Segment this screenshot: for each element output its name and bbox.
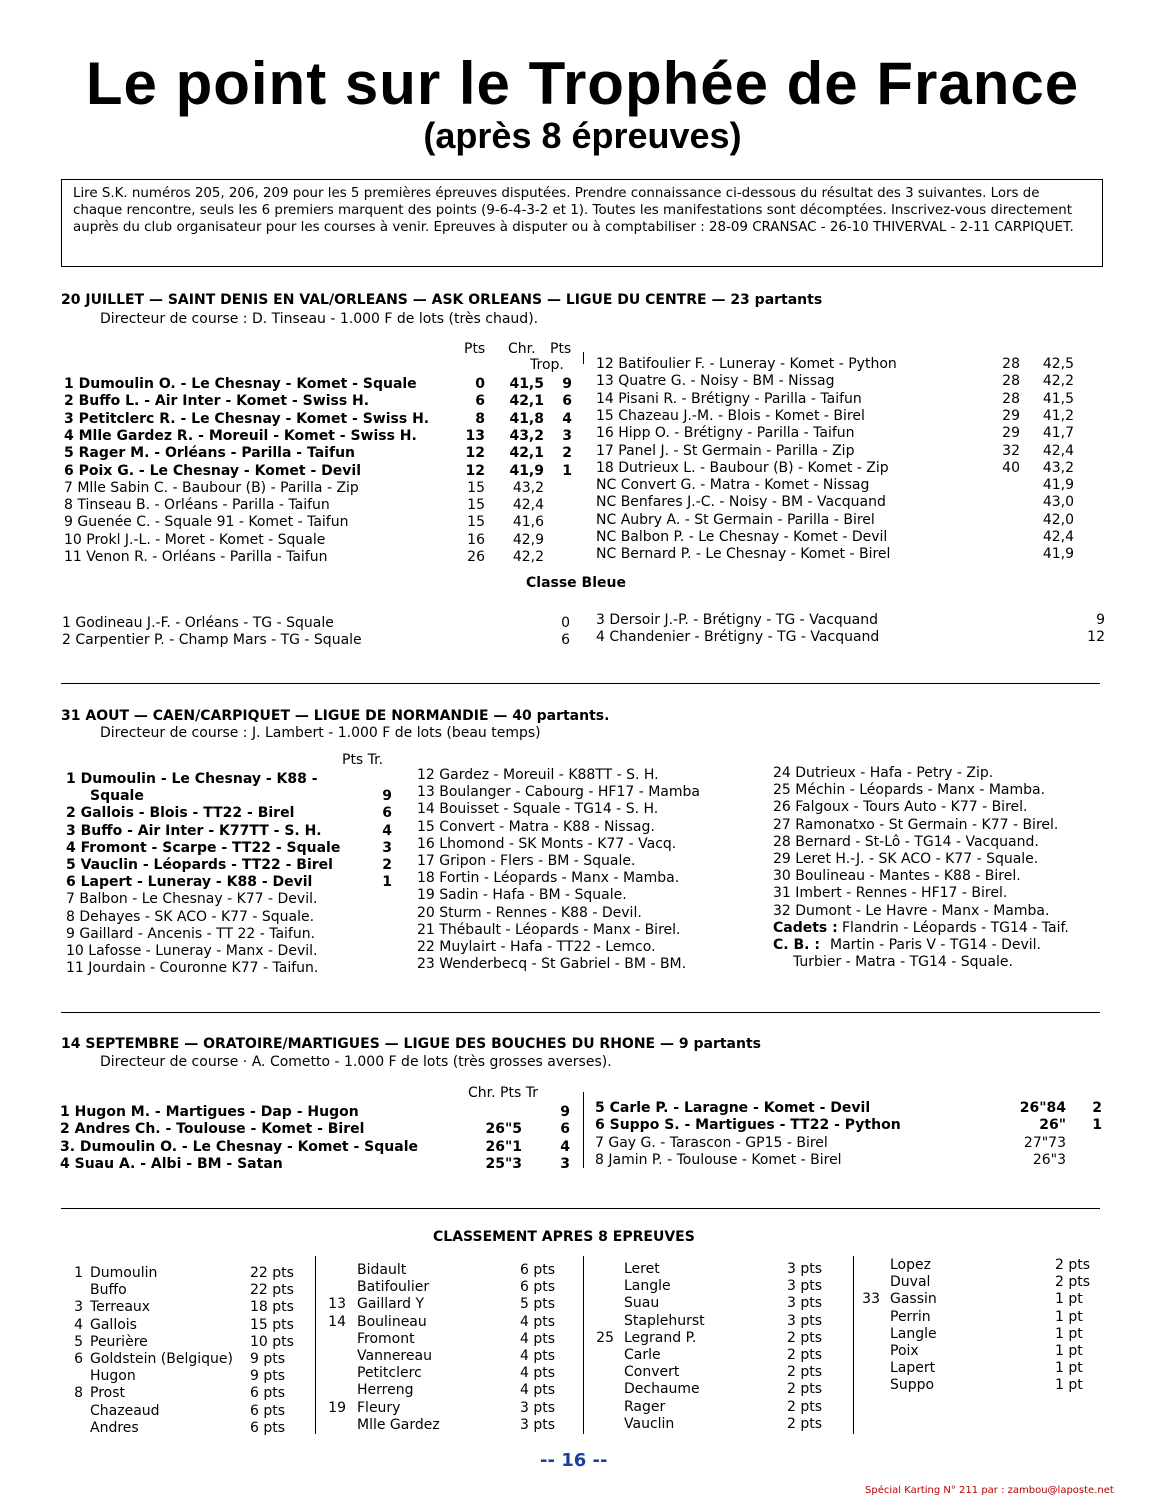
race1-result-pts: 29 <box>1002 407 1020 424</box>
standings-pts: 4 pts <box>520 1313 556 1330</box>
standings-rank: 3 <box>74 1299 83 1316</box>
race1-result-name: 3 Petitclerc R. - Le Chesnay - Komet - Swiss H. <box>64 410 430 427</box>
standings-pts: 15 pts <box>250 1316 294 1333</box>
standings-name: Gaillard Y <box>357 1296 425 1313</box>
race1-header-trop: Trop. <box>530 357 564 373</box>
standings-pts: 10 pts <box>250 1333 294 1350</box>
standings-pts: 4 pts <box>520 1382 556 1399</box>
race1-result-name: 5 Rager M. - Orléans - Parilla - Taifun <box>64 445 356 462</box>
race1-result-chr: 43,2 <box>512 479 544 496</box>
race1-result-trop: 4 <box>562 410 572 427</box>
standings-name: Boulineau <box>357 1313 427 1330</box>
race3-result-pts: 2 <box>1092 1100 1102 1116</box>
page-subtitle: (après 8 épreuves) <box>423 115 742 156</box>
race1-result-name: NC Aubry A. - St Germain - Parilla - Birel <box>596 511 875 528</box>
race3-result-chr: 25"3 <box>485 1155 522 1172</box>
standings-rank: 4 <box>74 1316 83 1333</box>
standings-name: Vauclin <box>624 1415 675 1432</box>
standings-name: Duval <box>890 1274 931 1291</box>
standings-name: Langle <box>890 1325 937 1342</box>
race2-result-name: 5 Vauclin - Léopards - TT22 - Birel <box>66 857 333 873</box>
standings-pts: 1 pt <box>1055 1343 1083 1359</box>
blue-class-pts: 12 <box>1087 629 1105 645</box>
race3-result-pts: 3 <box>560 1155 570 1172</box>
race3-result-name: 1 Hugon M. - Martigues - Dap - Hugon <box>60 1104 359 1120</box>
standings-name: Lapert <box>890 1360 936 1377</box>
race3-result-pts: 6 <box>560 1121 570 1138</box>
blue-class-name: 2 Carpentier P. - Champ Mars - TG - Squale <box>62 632 362 648</box>
standings-pts: 6 pts <box>250 1385 286 1402</box>
race1-result-chr: 42,4 <box>1042 442 1074 459</box>
standings-pts: 9 pts <box>250 1368 286 1385</box>
standings-pts: 2 pts <box>787 1398 823 1415</box>
race3-director: Directeur de course · A. Cometto - 1.000 F de lots (très grosses averses). <box>100 1054 612 1070</box>
race3-result-name: 4 Suau A. - Albi - BM - Satan <box>60 1155 283 1172</box>
standings-rank: 14 <box>328 1313 346 1330</box>
race1-result-chr: 41,8 <box>509 410 544 427</box>
race1-result-pts: 15 <box>467 514 485 531</box>
race1-result-pts: 26 <box>467 549 485 565</box>
standings-name: Staplehurst <box>624 1312 705 1329</box>
race1-result-chr: 41,6 <box>512 514 544 531</box>
divider-1 <box>61 683 1100 684</box>
divider-3 <box>61 1208 1100 1209</box>
race2-result-name: 30 Boulineau - Mantes - K88 - Birel. <box>773 868 1021 885</box>
race1-result-chr: 43,2 <box>509 427 544 444</box>
standings-pts: 22 pts <box>250 1265 294 1281</box>
blue-class-pts: 9 <box>1096 612 1105 628</box>
race2-title: 31 AOUT — CAEN/CARPIQUET — LIGUE DE NORMANDIE — 40 partants. <box>61 708 610 724</box>
race1-result-name: NC Balbon P. - Le Chesnay - Komet - Devil <box>596 529 888 545</box>
standings-name: Vannereau <box>357 1348 432 1364</box>
race1-result-pts: 12 <box>465 445 485 462</box>
race1-result-chr: 42,2 <box>512 549 544 565</box>
race3-result-name: 2 Andres Ch. - Toulouse - Komet - Birel <box>60 1121 365 1138</box>
race1-result-chr: 42,1 <box>509 445 544 462</box>
race1-result-chr: 42,4 <box>512 497 544 514</box>
race1-result-pts: 8 <box>475 410 485 427</box>
standings-name: Chazeaud <box>90 1402 160 1419</box>
standings-divider-2 <box>583 1256 584 1434</box>
standings-pts: 3 pts <box>787 1312 823 1329</box>
race2-result-name: 16 Lhomond - SK Monts - K77 - Vacq. <box>417 835 677 852</box>
standings-pts: 3 pts <box>787 1261 823 1277</box>
race1-result-pts: 12 <box>465 462 485 479</box>
race2-result-name: 23 Wenderbecq - St Gabriel - BM - BM. <box>417 956 687 973</box>
standings-pts: 2 pts <box>1055 1274 1091 1291</box>
race2-result-name: 17 Gripon - Flers - BM - Squale. <box>417 853 636 869</box>
race1-result-pts: 29 <box>1002 425 1020 442</box>
race2-result-name: Squale <box>90 788 144 805</box>
race3-result-name: 7 Gay G. - Tarascon - GP15 - Birel <box>595 1134 828 1151</box>
race1-result-name: 17 Panel J. - St Germain - Parilla - Zip <box>596 442 855 459</box>
race1-title: 20 JUILLET — SAINT DENIS EN VAL/ORLEANS — ASK ORLEANS — LIGUE DU CENTRE — 23 partants <box>61 292 823 308</box>
race1-result-chr: 41,9 <box>1042 477 1074 494</box>
race2-result-name: 18 Fortin - Léopards - Manx - Mamba. <box>417 870 680 887</box>
race2-result-name: 21 Thébault - Léopards - Manx - Birel. <box>417 921 681 938</box>
race1-result-name: 16 Hipp O. - Brétigny - Parilla - Taifun <box>596 425 855 442</box>
standings-name: Perrin <box>890 1308 931 1325</box>
standings-name: Andres <box>90 1419 139 1436</box>
race1-result-name: 14 Pisani R. - Brétigny - Parilla - Taifun <box>596 390 862 407</box>
race2-result-name: 27 Ramonatxo - St Germain - K77 - Birel. <box>773 816 1059 833</box>
race2-result-name: 25 Méchin - Léopards - Manx - Mamba. <box>773 782 1046 799</box>
standings-name: Convert <box>624 1364 680 1381</box>
race1-result-chr: 42,0 <box>1042 511 1074 528</box>
standings-name: Petitclerc <box>357 1365 422 1382</box>
standings-title: CLASSEMENT APRES 8 EPREUVES <box>433 1229 695 1245</box>
race1-result-name: NC Benfares J.-C. - Noisy - BM - Vacquand <box>596 494 886 511</box>
standings-pts: 2 pts <box>787 1329 823 1346</box>
blue-class-pts: 0 <box>561 615 570 631</box>
race3-result-pts: 4 <box>560 1138 570 1155</box>
race3-result-chr: 26"84 <box>1019 1100 1066 1116</box>
race2-result-name: 22 Muylairt - Hafa - TT22 - Lemco. <box>417 939 656 955</box>
race1-result-name: 9 Guenée C. - Squale 91 - Komet - Taifun <box>64 514 349 531</box>
standings-pts: 4 pts <box>520 1348 556 1364</box>
race1-result-pts: 15 <box>467 497 485 514</box>
race1-result-pts: 40 <box>1002 459 1020 476</box>
race2-result-name: 24 Dutrieux - Hafa - Petry - Zip. <box>773 765 994 781</box>
standings-rank: 8 <box>74 1385 83 1402</box>
page-title: Le point sur le Trophée de France <box>85 50 1080 117</box>
intro-box: Lire S.K. numéros 205, 206, 209 pour les 5 premières épreuves disputées. Prendre connaissance ci-dessous du résultat des 3 suivantes. Lors de chaque rencontre, seuls les 6 premiers marquent des points (9-6-4-3-2 et 1). Toutes les manifestations sont décomptées. Inscrivez-vous directement auprès du club organisateur pour les courses à venir. Epreuves à disputer ou à comptabiliser : 28-09 CRANSAC - 26-10 THIVERVAL - 2-11 CARPIQUET. <box>61 179 1103 267</box>
standings-name: Hugon <box>90 1368 136 1385</box>
race3-result-pts: 1 <box>1092 1117 1102 1134</box>
standings-pts: 6 pts <box>250 1402 286 1419</box>
race2-result-name: 12 Gardez - Moreuil - K88TT - S. H. <box>417 767 659 783</box>
race1-result-name: 4 Mlle Gardez R. - Moreuil - Komet - Swiss H. <box>64 427 417 444</box>
standings-rank: 33 <box>862 1291 880 1308</box>
race2-result-name: 4 Fromont - Scarpe - TT22 - Squale <box>66 839 341 856</box>
standings-pts: 2 pts <box>1055 1257 1091 1273</box>
race2-result-name: 14 Bouisset - Squale - TG14 - S. H. <box>417 801 659 818</box>
race2-result-name: 15 Convert - Matra - K88 - Nissag. <box>417 818 655 835</box>
race2-result-name: 29 Leret H.-J. - SK ACO - K77 - Squale. <box>773 851 1039 867</box>
standings-name: Langle <box>624 1278 671 1295</box>
race2-result-name: 7 Balbon - Le Chesnay - K77 - Devil. <box>66 891 318 908</box>
race1-result-pts: 16 <box>467 531 485 548</box>
race1-result-pts: 6 <box>475 393 485 410</box>
standings-name: Poix <box>890 1343 919 1359</box>
race1-result-name: NC Bernard P. - Le Chesnay - Komet - Birel <box>596 546 891 563</box>
race1-result-name: 12 Batifoulier F. - Luneray - Komet - Python <box>596 356 897 372</box>
race2-result-name: 2 Gallois - Blois - TT22 - Birel <box>66 805 295 822</box>
race3-result-chr: 27"73 <box>1023 1134 1066 1151</box>
standings-name: Fleury <box>357 1399 401 1416</box>
race1-result-pts: 28 <box>1002 373 1020 390</box>
race1-result-chr: 42,1 <box>509 393 544 410</box>
race1-result-chr: 42,9 <box>512 531 544 548</box>
standings-pts: 4 pts <box>520 1365 556 1382</box>
standings-name: Batifoulier <box>357 1279 430 1296</box>
standings-name: Rager <box>624 1398 666 1415</box>
race2-director: Directeur de course : J. Lambert - 1.000 F de lots (beau temps) <box>100 725 541 741</box>
race1-divider <box>583 352 584 364</box>
race1-result-chr: 41,9 <box>1042 546 1074 563</box>
race1-result-name: 2 Buffo L. - Air Inter - Komet - Swiss H. <box>64 393 370 410</box>
standings-name: Lopez <box>890 1257 931 1273</box>
race2-result-name: Flandrin - Léopards - TG14 - Taif. <box>842 919 1069 936</box>
race1-result-trop: 1 <box>562 462 572 479</box>
standings-pts: 6 pts <box>520 1262 556 1278</box>
race1-result-chr: 41,5 <box>1042 390 1074 407</box>
race2-result-pts: 1 <box>382 874 392 891</box>
standings-pts: 2 pts <box>787 1364 823 1381</box>
race1-result-pts: 13 <box>465 427 485 444</box>
standings-rank: 19 <box>328 1399 346 1416</box>
standings-name: Gassin <box>890 1291 937 1308</box>
race1-result-name: 10 Prokl J.-L. - Moret - Komet - Squale <box>64 531 326 548</box>
race2-result-pts: 4 <box>382 822 392 839</box>
race1-result-chr: 43,2 <box>1042 459 1074 476</box>
blue-class-name: 1 Godineau J.-F. - Orléans - TG - Squale <box>62 615 334 631</box>
race1-result-trop: 6 <box>562 393 572 410</box>
race1-result-pts: 0 <box>475 376 485 392</box>
race1-header-pts: Pts <box>464 341 486 357</box>
blue-class-title: Classe Bleue <box>526 575 626 591</box>
standings-name: Terreaux <box>90 1299 151 1316</box>
race1-result-trop: 9 <box>562 376 572 392</box>
race2-result-name: Martin - Paris V - TG14 - Devil. <box>830 937 1042 953</box>
race3-result-name: 3. Dumoulin O. - Le Chesnay - Komet - Squale <box>60 1138 418 1155</box>
race3-header: Chr. Pts Tr <box>468 1085 538 1101</box>
divider-2 <box>61 1012 1100 1013</box>
race1-result-name: 15 Chazeau J.-M. - Blois - Komet - Birel <box>596 407 865 424</box>
race1-director: Directeur de course : D. Tinseau - 1.000 F de lots (très chaud). <box>100 311 539 327</box>
standings-pts: 3 pts <box>520 1416 556 1433</box>
standings-name: Fromont <box>357 1330 415 1347</box>
standings-divider-1 <box>315 1256 316 1434</box>
standings-pts: 1 pt <box>1055 1360 1083 1377</box>
race2-result-name: 8 Dehayes - SK ACO - K77 - Squale. <box>66 908 315 925</box>
race2-result-name: Turbier - Matra - TG14 - Squale. <box>793 954 1013 971</box>
standings-name: Peurière <box>90 1333 148 1350</box>
standings-name: Prost <box>90 1385 125 1402</box>
race2-category-label: Cadets : <box>773 919 838 936</box>
race1-result-name: 8 Tinseau B. - Orléans - Parilla - Taifun <box>64 497 330 514</box>
standings-pts: 2 pts <box>787 1415 823 1432</box>
race1-result-name: 13 Quatre G. - Noisy - BM - Nissag <box>596 373 835 390</box>
race3-result-chr: 26"5 <box>485 1121 522 1138</box>
race1-result-pts: 15 <box>467 479 485 496</box>
page-number: -- 16 -- <box>540 1450 608 1471</box>
standings-pts: 1 pt <box>1055 1325 1083 1342</box>
race2-result-name: 26 Falgoux - Tours Auto - K77 - Birel. <box>773 799 1028 816</box>
race2-result-name: 31 Imbert - Rennes - HF17 - Birel. <box>773 885 1008 902</box>
race1-result-chr: 41,7 <box>1042 425 1074 442</box>
standings-name: Dechaume <box>624 1381 700 1398</box>
standings-pts: 9 pts <box>250 1351 286 1367</box>
standings-rank: 25 <box>596 1329 614 1346</box>
race1-result-name: 18 Dutrieux L. - Baubour (B) - Komet - Zip <box>596 459 889 476</box>
standings-pts: 22 pts <box>250 1282 294 1299</box>
race1-result-chr: 41,5 <box>509 376 544 392</box>
race1-result-chr: 42,5 <box>1042 356 1074 372</box>
race3-divider <box>583 1092 584 1168</box>
standings-pts: 5 pts <box>520 1296 556 1313</box>
standings-name: Goldstein (Belgique) <box>90 1351 233 1367</box>
blue-class-name: 3 Dersoir J.-P. - Brétigny - TG - Vacquand <box>596 612 879 628</box>
race1-result-trop: 2 <box>562 445 572 462</box>
race2-result-pts: 9 <box>382 788 392 805</box>
standings-name: Herreng <box>357 1382 414 1399</box>
blue-class-pts: 6 <box>561 632 570 648</box>
standings-pts: 4 pts <box>520 1330 556 1347</box>
race2-result-pts: 3 <box>382 839 392 856</box>
race1-result-chr: 41,2 <box>1042 407 1074 424</box>
standings-name: Gallois <box>90 1316 137 1333</box>
race1-result-name: 1 Dumoulin O. - Le Chesnay - Komet - Squale <box>64 376 417 392</box>
race1-result-chr: 43,0 <box>1042 494 1074 511</box>
race1-result-chr: 42,2 <box>1042 373 1074 390</box>
race3-result-name: 8 Jamin P. - Toulouse - Komet - Birel <box>595 1151 842 1168</box>
standings-name: Suppo <box>890 1377 935 1394</box>
standings-divider-3 <box>853 1256 854 1434</box>
race3-result-chr: 26"3 <box>1032 1151 1066 1168</box>
race2-result-name: 10 Lafosse - Luneray - Manx - Devil. <box>66 943 318 959</box>
standings-name: Leret <box>624 1261 660 1277</box>
race2-result-name: 6 Lapert - Luneray - K88 - Devil <box>66 874 313 891</box>
race1-result-pts: 32 <box>1002 442 1020 459</box>
race2-result-name: 9 Gaillard - Ancenis - TT 22 - Taifun. <box>66 925 316 942</box>
standings-rank: 5 <box>74 1333 83 1350</box>
standings-pts: 6 pts <box>520 1279 556 1296</box>
standings-name: Mlle Gardez <box>357 1416 440 1433</box>
race1-header-pts2: Pts <box>550 341 572 357</box>
credit-line: Spécial Karting N° 211 par : zambou@laposte.net <box>865 1485 1114 1496</box>
race2-result-name: 32 Dumont - Le Havre - Manx - Mamba. <box>773 902 1050 919</box>
standings-name: Bidault <box>357 1262 407 1278</box>
race1-result-chr: 42,4 <box>1042 529 1074 545</box>
standings-pts: 2 pts <box>787 1347 823 1363</box>
race3-result-pts: 9 <box>560 1104 570 1120</box>
blue-class-name: 4 Chandenier - Brétigny - TG - Vacquand <box>596 629 880 645</box>
standings-pts: 3 pts <box>520 1399 556 1416</box>
race3-result-name: 5 Carle P. - Laragne - Komet - Devil <box>595 1100 871 1116</box>
race1-header-chr: Chr. <box>508 341 536 357</box>
race2-result-name: 1 Dumoulin - Le Chesnay - K88 - <box>66 771 318 787</box>
race1-result-chr: 41,9 <box>509 462 544 479</box>
race2-header: Pts Tr. <box>342 752 384 768</box>
race1-result-pts: 28 <box>1002 390 1020 407</box>
standings-name: Buffo <box>90 1282 127 1299</box>
race1-result-pts: 28 <box>1002 356 1020 372</box>
race2-category-label: C. B. : <box>773 937 820 953</box>
standings-pts: 3 pts <box>787 1295 823 1312</box>
standings-pts: 1 pt <box>1055 1291 1083 1308</box>
standings-pts: 3 pts <box>787 1278 823 1295</box>
race1-result-name: 11 Venon R. - Orléans - Parilla - Taifun <box>64 549 328 565</box>
standings-pts: 1 pt <box>1055 1308 1083 1325</box>
standings-name: Suau <box>624 1295 660 1312</box>
race2-result-pts: 2 <box>382 857 392 873</box>
race1-result-name: 6 Poix G. - Le Chesnay - Komet - Devil <box>64 462 361 479</box>
race2-result-pts: 6 <box>382 805 392 822</box>
standings-name: Carle <box>624 1347 661 1363</box>
race2-result-name: 3 Buffo - Air Inter - K77TT - S. H. <box>66 822 322 839</box>
standings-rank: 13 <box>328 1296 346 1313</box>
race1-result-name: 7 Mlle Sabin C. - Baubour (B) - Parilla - Zip <box>64 479 359 496</box>
standings-pts: 6 pts <box>250 1419 286 1436</box>
race1-result-trop: 3 <box>562 427 572 444</box>
standings-rank: 1 <box>74 1265 83 1281</box>
race2-result-name: 19 Sadin - Hafa - BM - Squale. <box>417 887 627 904</box>
standings-pts: 2 pts <box>787 1381 823 1398</box>
race3-result-chr: 26"1 <box>485 1138 522 1155</box>
race2-result-name: 13 Boulanger - Cabourg - HF17 - Mamba <box>417 784 700 801</box>
race2-result-name: 11 Jourdain - Couronne K77 - Taifun. <box>66 960 319 977</box>
standings-name: Dumoulin <box>90 1265 158 1281</box>
race1-result-name: NC Convert G. - Matra - Komet - Nissag <box>596 477 870 494</box>
standings-rank: 6 <box>74 1351 83 1367</box>
standings-name: Legrand P. <box>624 1329 697 1346</box>
race2-result-name: 28 Bernard - St-Lô - TG14 - Vacquand. <box>773 833 1039 850</box>
race3-result-name: 6 Suppo S. - Martigues - TT22 - Python <box>595 1117 901 1134</box>
standings-pts: 1 pt <box>1055 1377 1083 1394</box>
standings-pts: 18 pts <box>250 1299 294 1316</box>
race2-result-name: 20 Sturm - Rennes - K88 - Devil. <box>417 904 642 921</box>
race3-title: 14 SEPTEMBRE — ORATOIRE/MARTIGUES — LIGUE DES BOUCHES DU RHONE — 9 partants <box>61 1036 761 1052</box>
race3-result-chr: 26" <box>1039 1117 1066 1134</box>
